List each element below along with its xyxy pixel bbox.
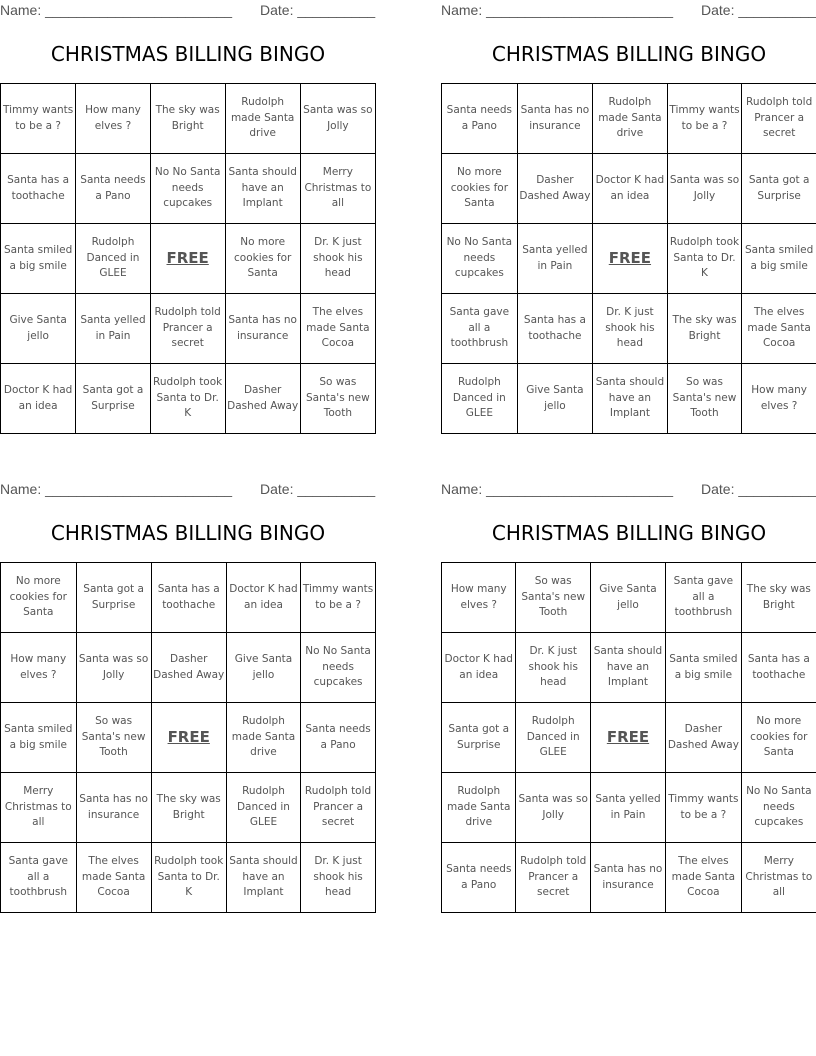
bingo-cell: Santa needs a Pano xyxy=(76,154,150,224)
bingo-cell: The sky was Bright xyxy=(667,294,742,364)
bingo-cell: Rudolph took Santa to Dr. K xyxy=(667,224,742,294)
date-field[interactable]: Date: __________ xyxy=(260,2,376,18)
bingo-cell: No No Santa needs cupcakes xyxy=(301,633,376,703)
bingo-cell: Santa gave all a toothbrush xyxy=(1,843,77,913)
bingo-cell: No more cookies for Santa xyxy=(225,224,300,294)
bingo-row xyxy=(1,563,376,633)
bingo-cell: Santa was so Jolly xyxy=(300,84,375,154)
bingo-cell: Santa has no insurance xyxy=(225,294,300,364)
bingo-cell: No No Santa needs cupcakes xyxy=(442,224,518,294)
bingo-cell: Santa smiled a big smile xyxy=(1,703,77,773)
bingo-row xyxy=(1,84,376,154)
bingo-cell: Dr. K just shook his head xyxy=(516,633,590,703)
bingo-cell: Santa has a toothache xyxy=(1,154,76,224)
bingo-cell: Santa smiled a big smile xyxy=(742,224,816,294)
bingo-cell: Santa needs a Pano xyxy=(442,843,516,913)
bingo-cell: Rudolph told Prancer a secret xyxy=(742,84,816,154)
bingo-cell: Rudolph made Santa drive xyxy=(593,84,668,154)
bingo-grid xyxy=(441,83,816,434)
bingo-row xyxy=(1,773,376,843)
bingo-cell: So was Santa's new Tooth xyxy=(667,364,742,434)
bingo-cell: Give Santa jello xyxy=(1,294,76,364)
bingo-cell: Dr. K just shook his head xyxy=(300,224,375,294)
bingo-cell: Santa was so Jolly xyxy=(667,154,742,224)
bingo-cell: No more cookies for Santa xyxy=(1,563,77,633)
bingo-cell: How many elves ? xyxy=(442,563,516,633)
bingo-cell: The elves made Santa Cocoa xyxy=(742,294,816,364)
bingo-cell: So was Santa's new Tooth xyxy=(516,563,590,633)
name-field[interactable]: Name: ________________________ xyxy=(0,481,232,497)
bingo-cell: Santa was so Jolly xyxy=(76,633,151,703)
card-title: CHRISTMAS BILLING BINGO xyxy=(491,521,767,545)
bingo-cell: Merry Christmas to all xyxy=(300,154,375,224)
bingo-cell: Give Santa jello xyxy=(226,633,300,703)
bingo-cell: Santa smiled a big smile xyxy=(1,224,76,294)
name-field[interactable]: Name: ________________________ xyxy=(441,2,673,18)
bingo-cell: Timmy wants to be a ? xyxy=(667,84,742,154)
bingo-cell: Santa should have an Implant xyxy=(593,364,668,434)
bingo-row xyxy=(1,843,376,913)
bingo-card xyxy=(0,0,376,440)
bingo-card xyxy=(441,479,816,919)
bingo-cell: Rudolph took Santa to Dr. K xyxy=(150,364,225,434)
bingo-row xyxy=(442,84,816,154)
date-field[interactable]: Date: __________ xyxy=(701,481,816,497)
bingo-row xyxy=(442,773,816,843)
bingo-cell: Santa has no insurance xyxy=(517,84,592,154)
card-title: CHRISTMAS BILLING BINGO xyxy=(50,521,326,545)
bingo-row xyxy=(1,703,376,773)
bingo-cell: Timmy wants to be a ? xyxy=(666,773,742,843)
bingo-cell: Santa gave all a toothbrush xyxy=(442,294,518,364)
bingo-cell: Santa yelled in Pain xyxy=(76,294,150,364)
bingo-cell: The sky was Bright xyxy=(150,84,225,154)
bingo-cell: Santa should have an Implant xyxy=(590,633,665,703)
bingo-grid xyxy=(0,83,376,434)
free-space: FREE xyxy=(590,703,665,773)
free-space: FREE xyxy=(150,224,225,294)
card-title: CHRISTMAS BILLING BINGO xyxy=(491,42,767,66)
bingo-cell: Santa has a toothache xyxy=(151,563,226,633)
bingo-cell: No more cookies for Santa xyxy=(442,154,518,224)
bingo-cell: The sky was Bright xyxy=(741,563,816,633)
bingo-cell: Timmy wants to be a ? xyxy=(301,563,376,633)
bingo-cell: Rudolph Danced in GLEE xyxy=(442,364,518,434)
bingo-grid xyxy=(0,562,376,913)
bingo-cell: The sky was Bright xyxy=(151,773,226,843)
bingo-cell: Rudolph Danced in GLEE xyxy=(516,703,590,773)
bingo-cell: Santa has a toothache xyxy=(741,633,816,703)
bingo-row xyxy=(1,364,376,434)
bingo-cell: Santa yelled in Pain xyxy=(590,773,665,843)
bingo-cell: Rudolph took Santa to Dr. K xyxy=(151,843,226,913)
bingo-grid xyxy=(441,562,816,913)
bingo-cell: Santa yelled in Pain xyxy=(517,224,592,294)
bingo-cell: Rudolph Danced in GLEE xyxy=(226,773,300,843)
bingo-cell: Doctor K had an idea xyxy=(442,633,516,703)
bingo-cell: The elves made Santa Cocoa xyxy=(666,843,742,913)
bingo-cell: Santa gave all a toothbrush xyxy=(666,563,742,633)
date-field[interactable]: Date: __________ xyxy=(701,2,816,18)
date-field[interactable]: Date: __________ xyxy=(260,481,376,497)
bingo-cell: Dr. K just shook his head xyxy=(301,843,376,913)
bingo-row xyxy=(442,633,816,703)
bingo-row xyxy=(442,563,816,633)
bingo-cell: No No Santa needs cupcakes xyxy=(741,773,816,843)
bingo-cell: Merry Christmas to all xyxy=(741,843,816,913)
bingo-row xyxy=(442,843,816,913)
name-field[interactable]: Name: ________________________ xyxy=(441,481,673,497)
bingo-cell: Rudolph told Prancer a secret xyxy=(150,294,225,364)
bingo-cell: Dasher Dashed Away xyxy=(666,703,742,773)
bingo-cell: No more cookies for Santa xyxy=(741,703,816,773)
bingo-cell: Santa should have an Implant xyxy=(226,843,300,913)
bingo-row xyxy=(442,224,816,294)
bingo-cell: The elves made Santa Cocoa xyxy=(76,843,151,913)
bingo-row xyxy=(1,154,376,224)
bingo-row xyxy=(442,154,816,224)
bingo-cell: Doctor K had an idea xyxy=(1,364,76,434)
bingo-cell: How many elves ? xyxy=(1,633,77,703)
bingo-cell: Rudolph made Santa drive xyxy=(442,773,516,843)
bingo-row xyxy=(1,294,376,364)
bingo-cell: Santa got a Surprise xyxy=(442,703,516,773)
bingo-cell: Dasher Dashed Away xyxy=(151,633,226,703)
bingo-cell: Dr. K just shook his head xyxy=(593,294,668,364)
bingo-cell: Give Santa jello xyxy=(517,364,592,434)
bingo-cell: Give Santa jello xyxy=(590,563,665,633)
bingo-cell: Doctor K had an idea xyxy=(226,563,300,633)
bingo-cell: So was Santa's new Tooth xyxy=(76,703,151,773)
bingo-row xyxy=(442,703,816,773)
bingo-cell: Rudolph made Santa drive xyxy=(226,703,300,773)
bingo-cell: The elves made Santa Cocoa xyxy=(300,294,375,364)
bingo-card xyxy=(0,479,376,919)
bingo-cell: Santa got a Surprise xyxy=(76,364,150,434)
bingo-cell: No No Santa needs cupcakes xyxy=(150,154,225,224)
bingo-cell: How many elves ? xyxy=(742,364,816,434)
bingo-cell: How many elves ? xyxy=(76,84,150,154)
bingo-cell: Santa got a Surprise xyxy=(742,154,816,224)
free-space: FREE xyxy=(151,703,226,773)
bingo-cell: Santa needs a Pano xyxy=(442,84,518,154)
bingo-row xyxy=(1,633,376,703)
bingo-cell: Rudolph told Prancer a secret xyxy=(301,773,376,843)
free-space: FREE xyxy=(593,224,668,294)
bingo-cell: Rudolph told Prancer a secret xyxy=(516,843,590,913)
bingo-cell: Santa needs a Pano xyxy=(301,703,376,773)
bingo-cell: Timmy wants to be a ? xyxy=(1,84,76,154)
bingo-cell: Dasher Dashed Away xyxy=(517,154,592,224)
bingo-row xyxy=(1,224,376,294)
bingo-cell: Santa got a Surprise xyxy=(76,563,151,633)
bingo-cell: Santa has no insurance xyxy=(590,843,665,913)
bingo-cell: Rudolph Danced in GLEE xyxy=(76,224,150,294)
bingo-cell: Dasher Dashed Away xyxy=(225,364,300,434)
bingo-cell: Merry Christmas to all xyxy=(1,773,77,843)
bingo-row xyxy=(442,294,816,364)
bingo-cell: Santa has no insurance xyxy=(76,773,151,843)
card-title: CHRISTMAS BILLING BINGO xyxy=(50,42,326,66)
bingo-cell: Santa should have an Implant xyxy=(225,154,300,224)
bingo-cell: Rudolph made Santa drive xyxy=(225,84,300,154)
bingo-cell: Santa was so Jolly xyxy=(516,773,590,843)
bingo-cell: So was Santa's new Tooth xyxy=(300,364,375,434)
bingo-card xyxy=(441,0,816,440)
name-field[interactable]: Name: ________________________ xyxy=(0,2,232,18)
bingo-cell: Doctor K had an idea xyxy=(593,154,668,224)
bingo-row xyxy=(442,364,816,434)
bingo-cell: Santa smiled a big smile xyxy=(666,633,742,703)
bingo-cell: Santa has a toothache xyxy=(517,294,592,364)
